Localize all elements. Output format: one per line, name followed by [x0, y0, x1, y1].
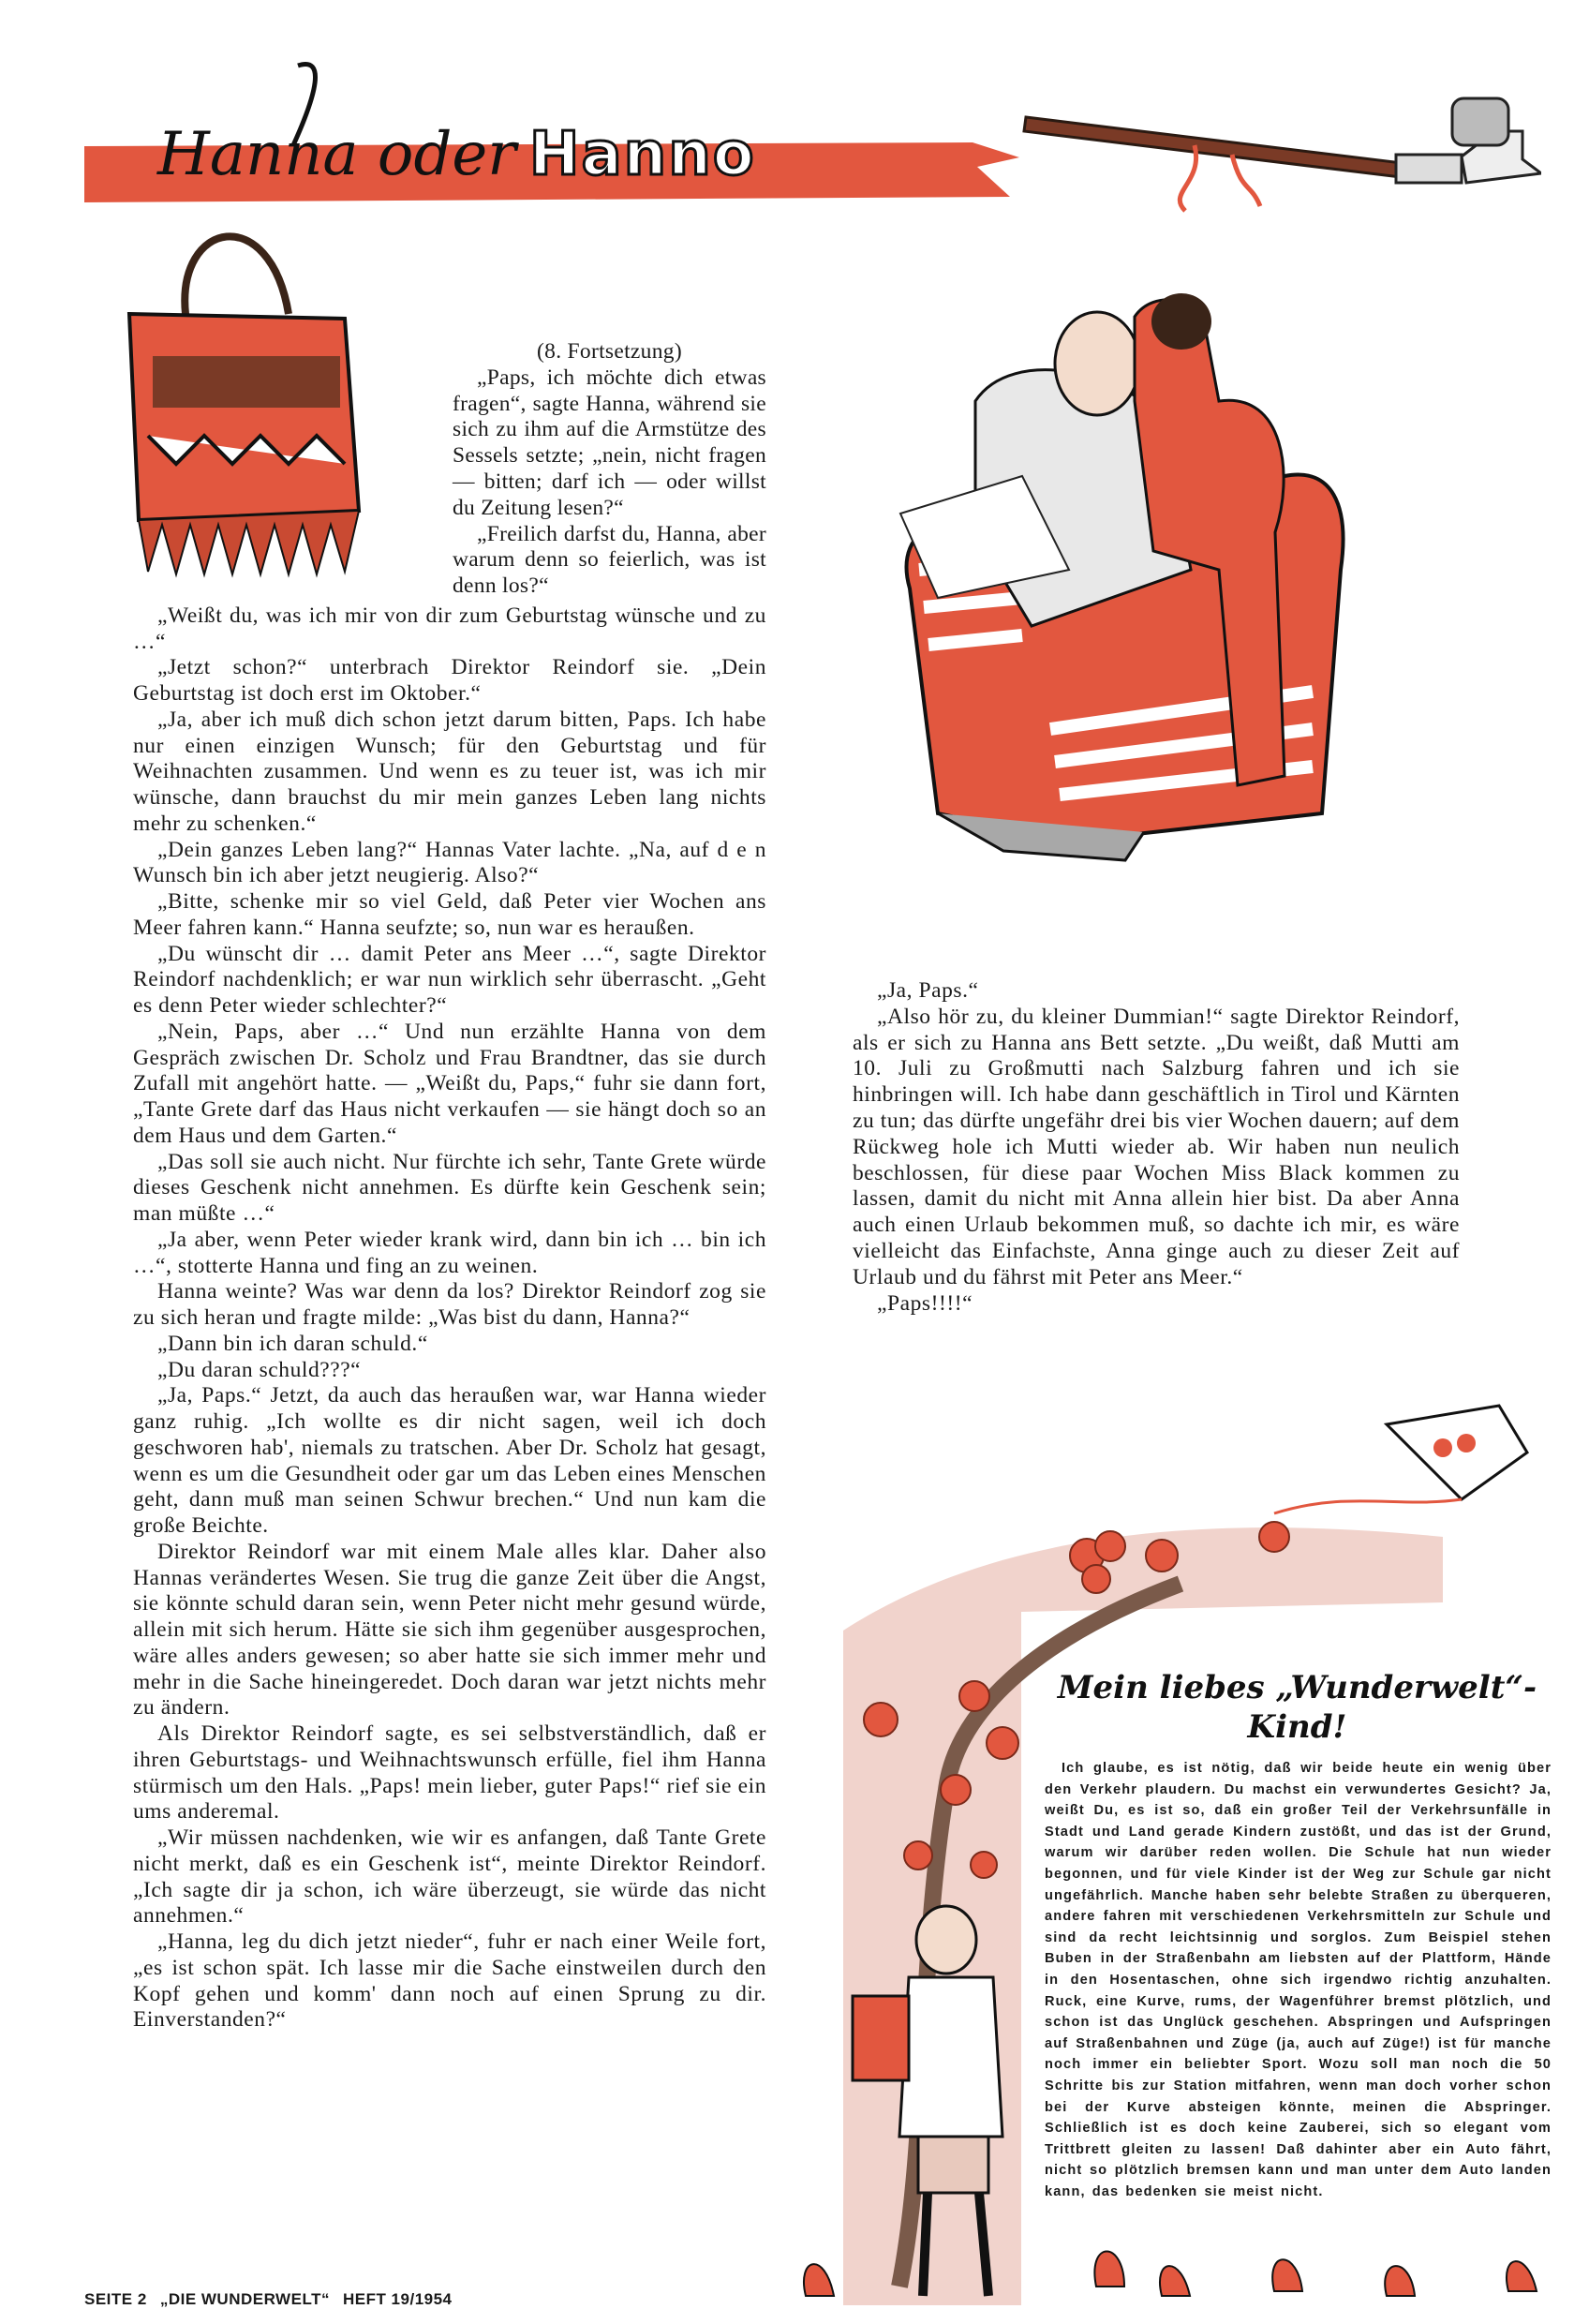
kite	[1387, 1406, 1527, 1499]
story-paragraph: „Bitte, schenke mir so viel Geld, daß Peter vier Wochen ans Meer fahren kann.“ Hanna seufzte; so, nun war es heraußen.	[133, 889, 766, 940]
letter-box-title: Mein liebes „Wunderwelt“-Kind!	[1057, 1669, 1537, 1746]
story-paragraph: „Also hör zu, du kleiner Dummian!“ sagte Direktor Reindorf, als er sich zu Hanna ans Bett setzte. „Du weißt, daß Mutti am 10. Juli zu Großmutti nach Salzburg fahren und ich sie hinbringen will. Ich habe dann geschäftlich in Tirol und Kärnten zu tun; das dürfte ungefähr drei bis vier Wochen dauern; auf dem Rückweg hole ich Mutti wieder ab. Wir haben nun neulich beschlossen, für diese paar Wochen Miss Black kommen zu lassen, damit du nicht mit Anna allein hier bist. Da aber Anna auch einen Urlaub bekommen muß, so dachte ich mir, es wäre vielleicht das Einfachste, Anna ginge auch zu dieser Zeit auf Urlaub und du fährst mit Peter ans Meer.“	[853, 1004, 1460, 1289]
continuation-label: (8. Fortsetzung)	[537, 339, 682, 364]
magazine-name: „DIE WUNDERWELT“	[159, 2290, 330, 2308]
story-paragraph: „Weißt du, was ich mir von dir zum Geburtstag wünsche und zu …“	[133, 603, 766, 654]
title-banner	[82, 56, 1019, 216]
pipe-illustration	[1017, 89, 1541, 230]
story-paragraph: „Du wünscht dir … damit Peter ans Meer …“, sagte Direktor Reindorf nachdenklich; er war nun wirklich sehr überrascht. „Geht es denn Peter wieder schlechter?“	[133, 941, 766, 1019]
story-paragraph: „Dann bin ich daran schuld.“	[157, 1331, 428, 1356]
story-paragraph: „Freilich darfst du, Hanna, aber warum denn so feierlich, was ist denn los?“	[453, 521, 766, 599]
story-paragraph: „Ja, aber ich muß dich schon jetzt darum bitten, Paps. Ich habe nur einen einzigen Wunsch; für den Geburtstag und für Weihnachten zusammen. Und wenn es zu teuer ist, was ich mir wünsche, dann brauchst du mir mein ganzes Leben lang nichts mehr zu schenken.“	[133, 707, 766, 836]
title-block: Hanno	[528, 120, 756, 189]
story-paragraph: „Paps!!!!“	[877, 1290, 973, 1316]
story-paragraph: „Du daran schuld???“	[157, 1357, 362, 1382]
letter-box	[1023, 1616, 1571, 2202]
story-paragraph: „Ja aber, wenn Peter wieder krank wird, dann bin ich … bin ich …“, stotterte Hanna und fing an zu weinen.	[133, 1227, 766, 1278]
story-paragraph: „Dein ganzes Leben lang?“ Hannas Vater lachte. „Na, auf d e n Wunsch bin ich aber jetzt neugierig. Also?“	[133, 837, 766, 888]
letter-box-text: Ich glaube, es ist nötig, daß wir beide heute ein wenig über den Verkehr plaudern. Du machst ein verwundertes Gesicht? Ja, weißt Du, es ist so, daß ein großer Teil der Verkehrsunfälle in Stadt und Land gerade Kindern zustößt, und das ist der Grund, warum wir darüber reden wollen. Die Schule hat nun wieder begonnen, und für viele Kinder ist der Weg zur Schule gar nicht ungefährlich. Manche haben sehr belebte Straßen zu überqueren, andere fahren mit verschiedenen Verkehrsmitteln zur Schule und sind da recht leichtsinnig und sorglos. Zum Beispiel stehen Buben in der Straßenbahn am liebsten auf der Plattform, Hände in den Hosentaschen, ohne sich irgendwo richtig anzuhalten. Ruck, eine Kurve, rums, der Wagenführer bremst plötzlich, und schon ist das Unglück geschehen. Abspringen und Aufspringen auf Straßenbahnen und Züge (ja, auch auf Züge!) ist für manche noch immer ein beliebter Sport. Wozu soll man noch die 50 Schritte bis zur Station mitfahren, wenn man doch vorher schon bei der Kurve absteigen könnte, meinen die Abspringer. Schließlich ist es doch keine Zauberei, sich so elegant vom Trittbrett gleiten zu lassen! Daß dahinter aber ein Auto fährt, nicht so plötzlich bremsen kann und man unter dem Auto landen kann, das bedenken sie meist nicht.	[1045, 1761, 1552, 2199]
story-paragraph: „Nein, Paps, aber …“ Und nun erzählte Hanna von dem Gespräch zwischen Dr. Scholz und Frau Brandtner, das sie durch Zufall mit angehört hatte. — „Weißt du, Paps,“ fuhr sie dann fort, „Tante Grete darf das Haus nicht verkaufen — sie hängt doch so an dem Haus und dem Garten.“	[133, 1019, 766, 1148]
page-footer	[84, 2287, 766, 2309]
story-paragraph: „Jetzt schon?“ unterbrach Direktor Reindorf sie. „Dein Geburtstag ist doch erst im Oktober.“	[133, 655, 766, 707]
story-paragraph: „Ja, Paps.“ Jetzt, da auch das heraußen war, war Hanna wieder ganz ruhig. „Ich wollte es dir nicht sagen, weil ich doch geschworen hab', niemals zu tratschen. Aber Dr. Scholz hat gesagt, wenn es um die Gesundheit oder gar um das Leben eines Menschen geht, dann muß man seinen Schwur brechen.“ Und nun kam die große Beichte.	[133, 1383, 766, 1539]
issue-number: HEFT 19/1954	[342, 2290, 453, 2308]
story-right-column	[853, 978, 1460, 1317]
title-script: Hanna oder	[157, 120, 516, 189]
story-intro-column	[453, 339, 766, 600]
story-main-column	[133, 603, 766, 2034]
story-paragraph: „Paps, ich möchte dich etwas fragen“, sagte Hanna, während sie sich zu ihm auf die Armstütze des Sessels setzte; „nein, nicht fragen — bitten; darf ich — oder willst du Zeitung lesen?“	[453, 365, 766, 520]
story-paragraph: „Das soll sie auch nicht. Nur fürchte ich sehr, Tante Grete würde dieses Geschenk nicht annehmen. Es dürfte kein Geschenk sein; man müßte …“	[133, 1149, 766, 1227]
story-paragraph: Als Direktor Reindorf sagte, es sei selbstverständlich, daß er ihren Geburtstags- und Weihnachtswunsch erfülle, fiel ihm Hanna stürmisch um den Hals. „Paps! mein lieber, guter Paps!“ rief sie ein ums anderemal.	[133, 1721, 766, 1825]
story-paragraph: „Wir müssen nachdenken, wie wir es anfangen, daß Tante Grete nicht merkt, daß es ein Geschenk ist“, meinte Direktor Reindorf. „Ich sagte dir ja schon, ich wäre überzeugt, sie würde das nicht annehmen.“	[133, 1825, 766, 1929]
page-title	[157, 120, 756, 189]
story-paragraph: „Hanna, leg du dich jetzt nieder“, fuhr er nach einer Weile fort, „es ist schon spät. Ich lasse mir die Sache einstweilen durch den Kopf gehen und komm' dann noch auf einen Sprung zu dir. Einverstanden?“	[133, 1929, 766, 2033]
left-text-flow	[84, 339, 766, 2309]
story-paragraph: Hanna weinte? Was war denn da los? Direktor Reindorf zog sie zu sich heran und fragte milde: „Was bist du dann, Hanna?“	[133, 1279, 766, 1331]
story-paragraph: „Ja, Paps.“	[877, 978, 979, 1003]
father-daughter-armchair-illustration	[882, 289, 1425, 879]
page-number: SEITE 2	[84, 2290, 147, 2308]
story-paragraph: Direktor Reindorf war mit einem Male alles klar. Daher also Hannas verändertes Wesen. Sie trug die ganze Zeit über die Angst, sie könnte schuld daran sein, wenn Peter nicht mehr gesund würde, allein mit sich herum. Hätte sie sich ihm gegenüber ausgesprochen, wäre alles anders gewesen; so aber hatte sie sich immer mehr und mehr in die Sache hineingeredet. Doch daran war jetzt nichts mehr zu ändern.	[133, 1539, 766, 1721]
